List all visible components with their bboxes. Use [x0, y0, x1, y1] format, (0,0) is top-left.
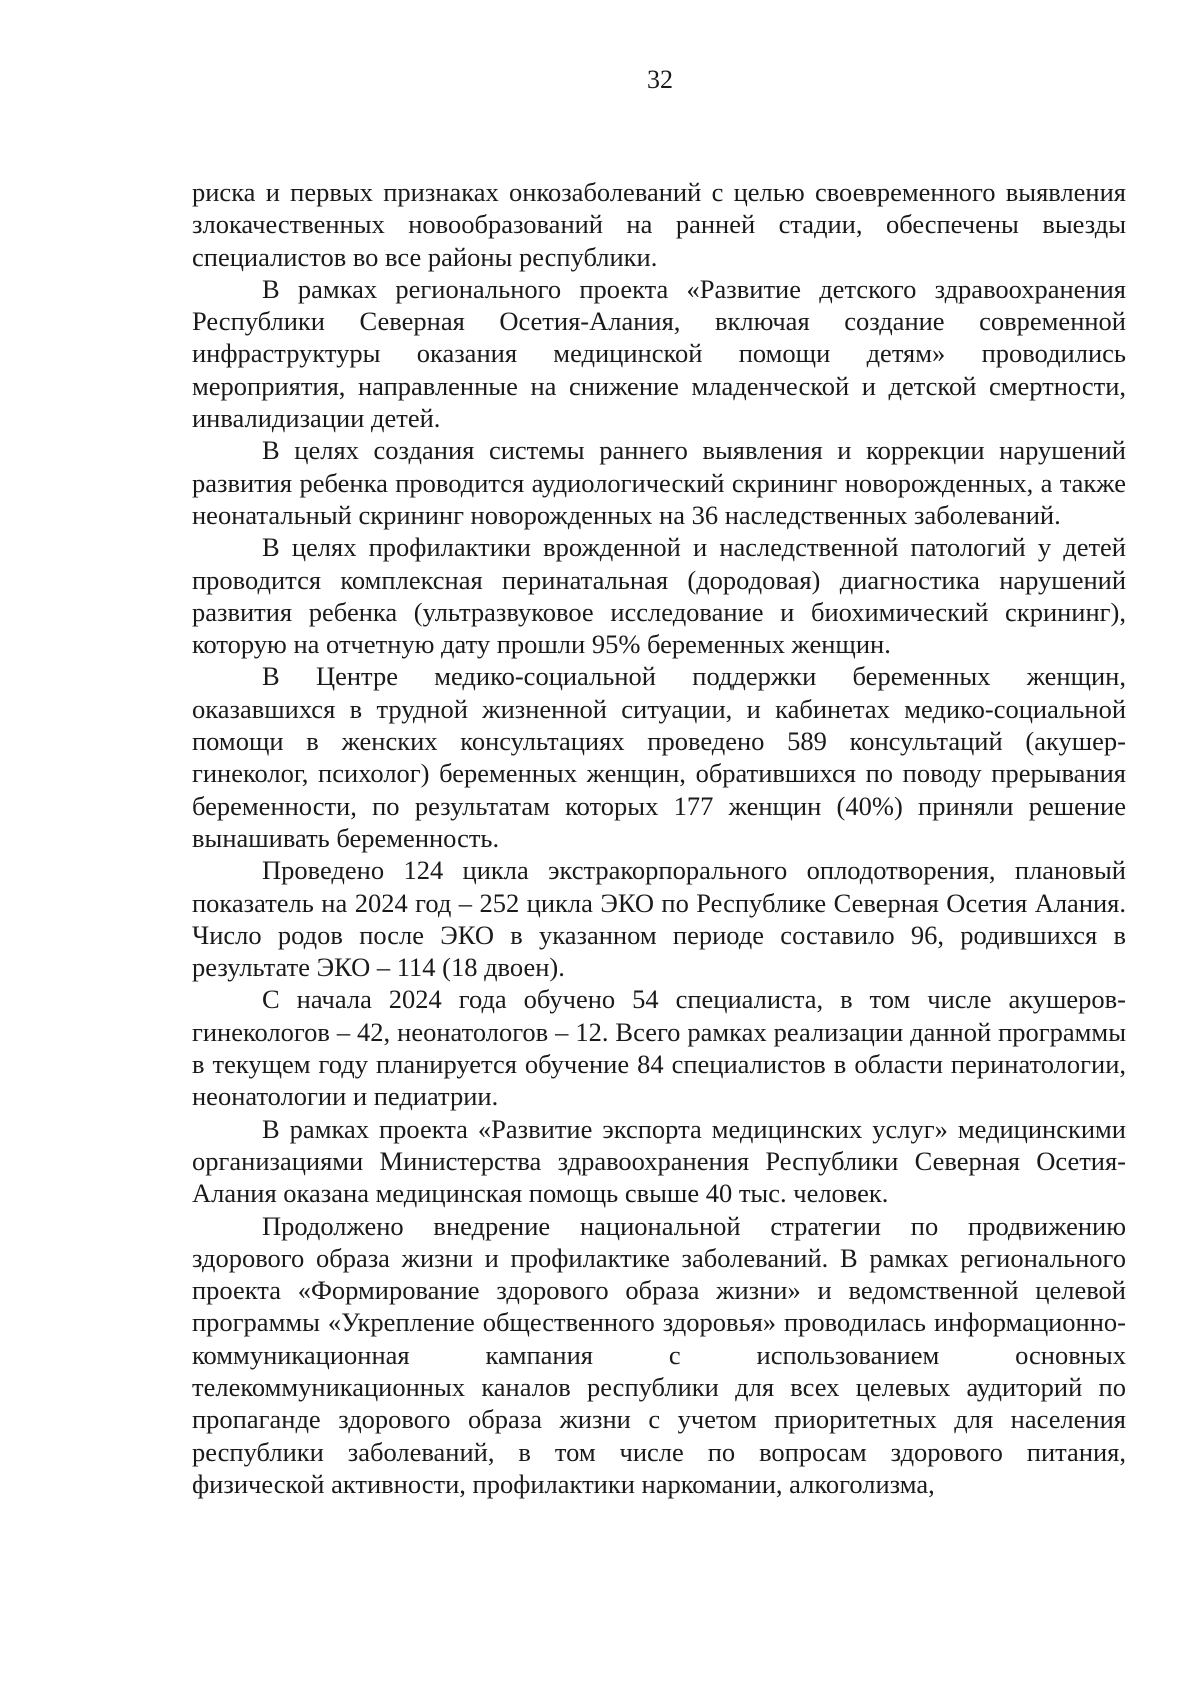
document-body [192, 176, 1126, 1500]
paragraph-specialist-training: С начала 2024 года обучено 54 специалиста, в том числе акушеров-гинекологов – 42, неонатологов – 12. Всего рамках реализации данной программы в текущем году планируется обучение 84 специалистов в области перинатологии, неонатологии и педиатрии. [192, 984, 1126, 1112]
paragraph-perinatal-diagnostics: В целях профилактики врожденной и наследственной патологий у детей проводится комплексная перинатальная (дородовая) диагностика нарушений развития ребенка (ультразвуковое исследование и биохимический скрининг), которую на отчетную дату прошли 95% беременных женщин. [192, 532, 1126, 660]
paragraph-healthy-lifestyle: Продолжено внедрение национальной стратегии по продвижению здорового образа жизни и профилактике заболеваний. В рамках регионального проекта «Формирование здорового образа жизни» и ведомственной целевой программы «Укрепление общественного здоровья» проводилась информационно-коммуникационная кампания с использованием основных телекоммуникационных каналов республики для всех целевых аудиторий по пропаганде здорового образа жизни с учетом приоритетных для населения республики заболеваний, в том числе по вопросам здорового питания, физической активности, профилактики наркомании, алкоголизма, [192, 1210, 1126, 1499]
page-number: 32 [647, 65, 673, 94]
paragraph-continuation: риска и первых признаках онкозаболеваний с целью своевременного выявления злокачественных новообразований на ранней стадии, обеспечены выезды специалистов во все районы республики. [192, 177, 1126, 272]
paragraph-child-healthcare-project: В рамках регионального проекта «Развитие детского здравоохранения Республики Северная Осетия-Алания, включая создание современной инфраструктуры оказания медицинской помощи детям» проводились мероприятия, направленные на снижение младенческой и детской смертности, инвалидизации детей. [192, 273, 1126, 434]
paragraph-medical-export: В рамках проекта «Развитие экспорта медицинских услуг» медицинскими организациями Министерства здравоохранения Республики Северная Осетия-Алания оказана медицинская помощь свыше 40 тыс. человек. [192, 1113, 1126, 1209]
paragraph-ivf-cycles: Проведено 124 цикла экстракорпорального оплодотворения, плановый показатель на 2024 год – 252 цикла ЭКО по Республике Северная Осетия Алания. Число родов после ЭКО в указанном периоде составило 96, родившихся в результате ЭКО – 114 (18 двоен). [192, 855, 1126, 983]
paragraph-newborn-screening: В целях создания системы раннего выявления и коррекции нарушений развития ребенка проводится аудиологический скрининг новорожденных, а также неонатальный скрининг новорожденных на 36 наследственных заболеваний. [192, 435, 1126, 530]
paragraph-medico-social-support: В Центре медико-социальной поддержки беременных женщин, оказавшихся в трудной жизненной ситуации, и кабинетах медико-социальной помощи в женских консультациях проведено 589 консультаций (акушер-гинеколог, психолог) беременных женщин, обратившихся по поводу прерывания беременности, по результатам которых 177 женщин (40%) приняли решение вынашивать беременность. [192, 661, 1126, 853]
